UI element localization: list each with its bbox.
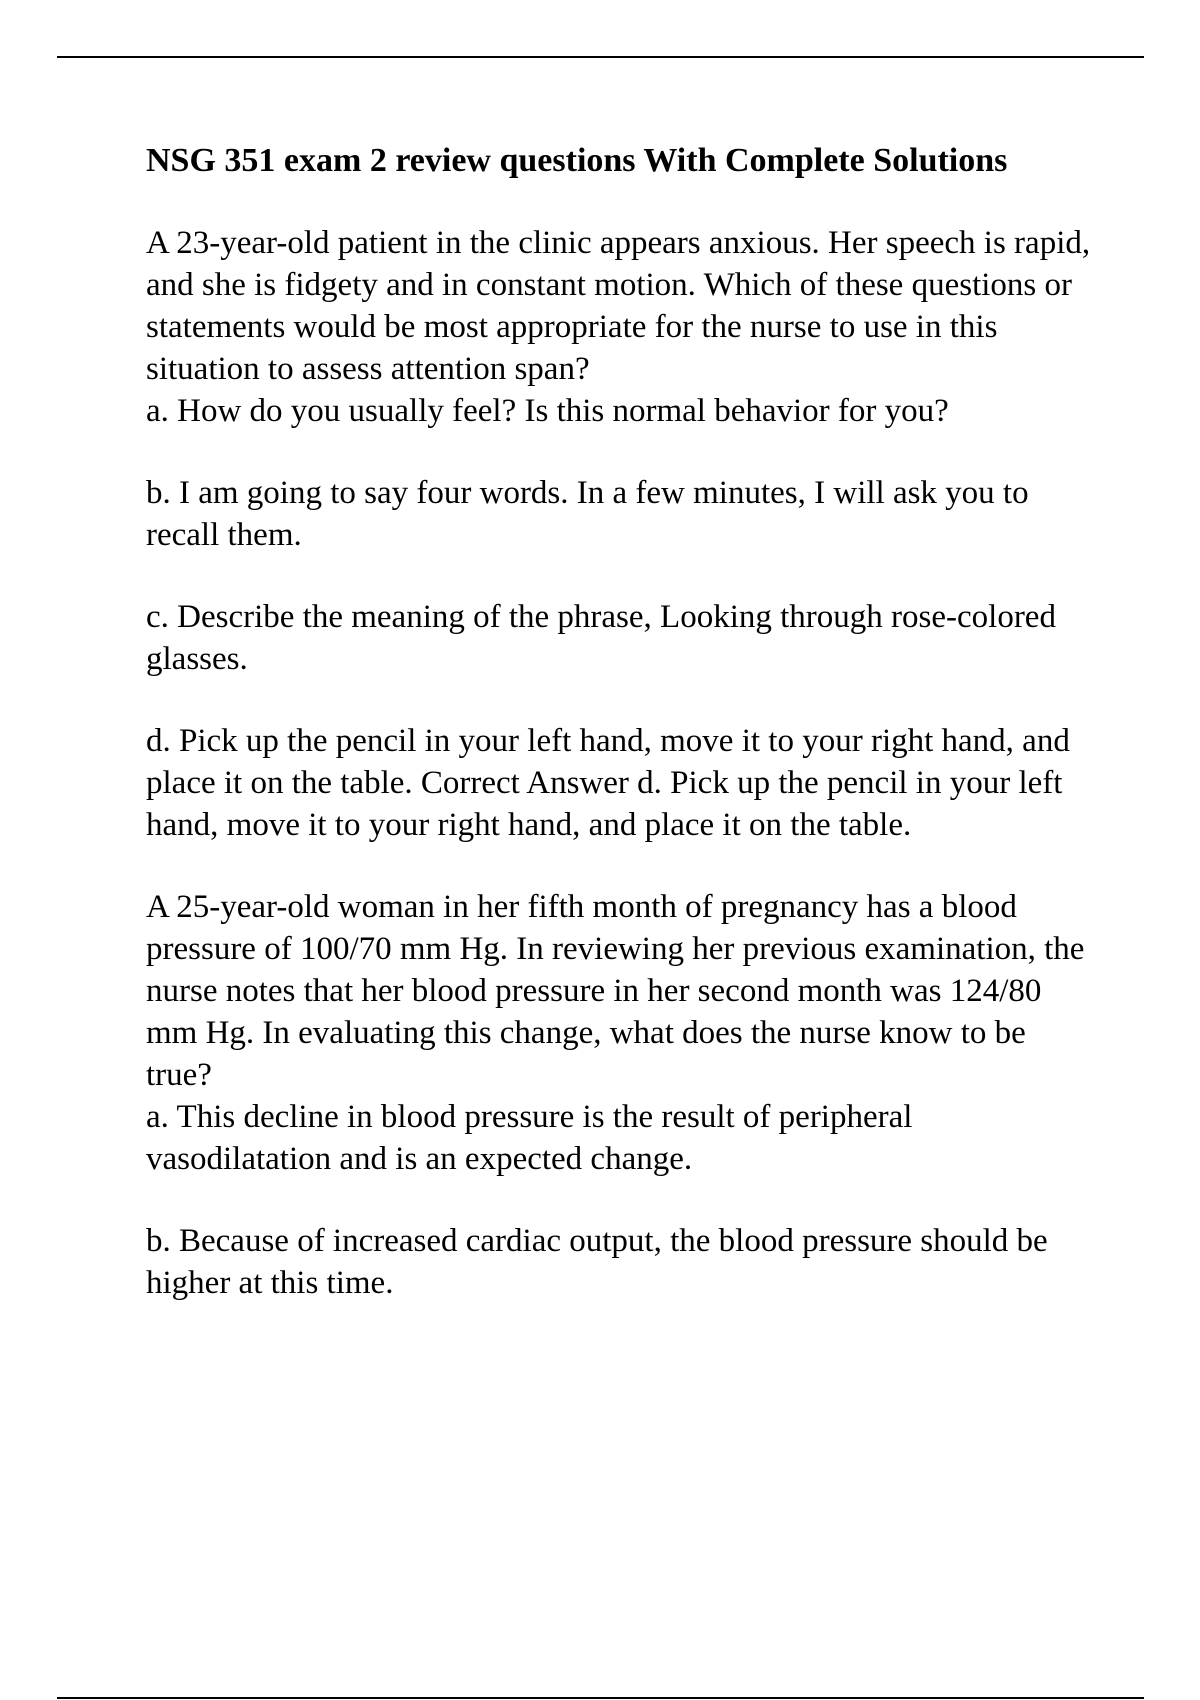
question-1-option-c: c. Describe the meaning of the phrase, Looking through rose-colored glasses. [146,599,1056,677]
question-1-option-b: b. I am going to say four words. In a few minutes, I will ask you to recall them. [146,475,1029,553]
footer-rule [57,1697,1144,1699]
question-1-option-a: a. How do you usually feel? Is this normal behavior for you? [146,393,949,429]
question-2-option-b: b. Because of increased cardiac output, the blood pressure should be higher at this time. [146,1223,1048,1301]
header-rule [57,56,1144,58]
document-body [146,140,1096,1344]
question-2-option-a: a. This decline in blood pressure is the result of peripheral vasodilatation and is an expected change. [146,1099,913,1177]
question-1 [146,222,1096,846]
document-title: NSG 351 exam 2 review questions With Complete Solutions [146,142,1008,179]
question-1-option-d-answer: d. Pick up the pencil in your left hand, move it to your right hand, and place it on the table. Correct Answer d. Pick up the pencil in your left hand, move it to your right hand, and place it on the table. [146,723,1070,843]
question-2 [146,886,1096,1304]
question-1-stem: A 23-year-old patient in the clinic appears anxious. Her speech is rapid, and she is fidgety and in constant motion. Which of these questions or statements would be most appropriate for the nurse to use in this situation to assess attention span? [146,225,1091,387]
question-2-stem: A 25-year-old woman in her fifth month of pregnancy has a blood pressure of 100/70 mm Hg. In reviewing her previous examination, the nurse notes that her blood pressure in her second month was 124/80 mm Hg. In evaluating this change, what does the nurse know to be true? [146,889,1085,1093]
